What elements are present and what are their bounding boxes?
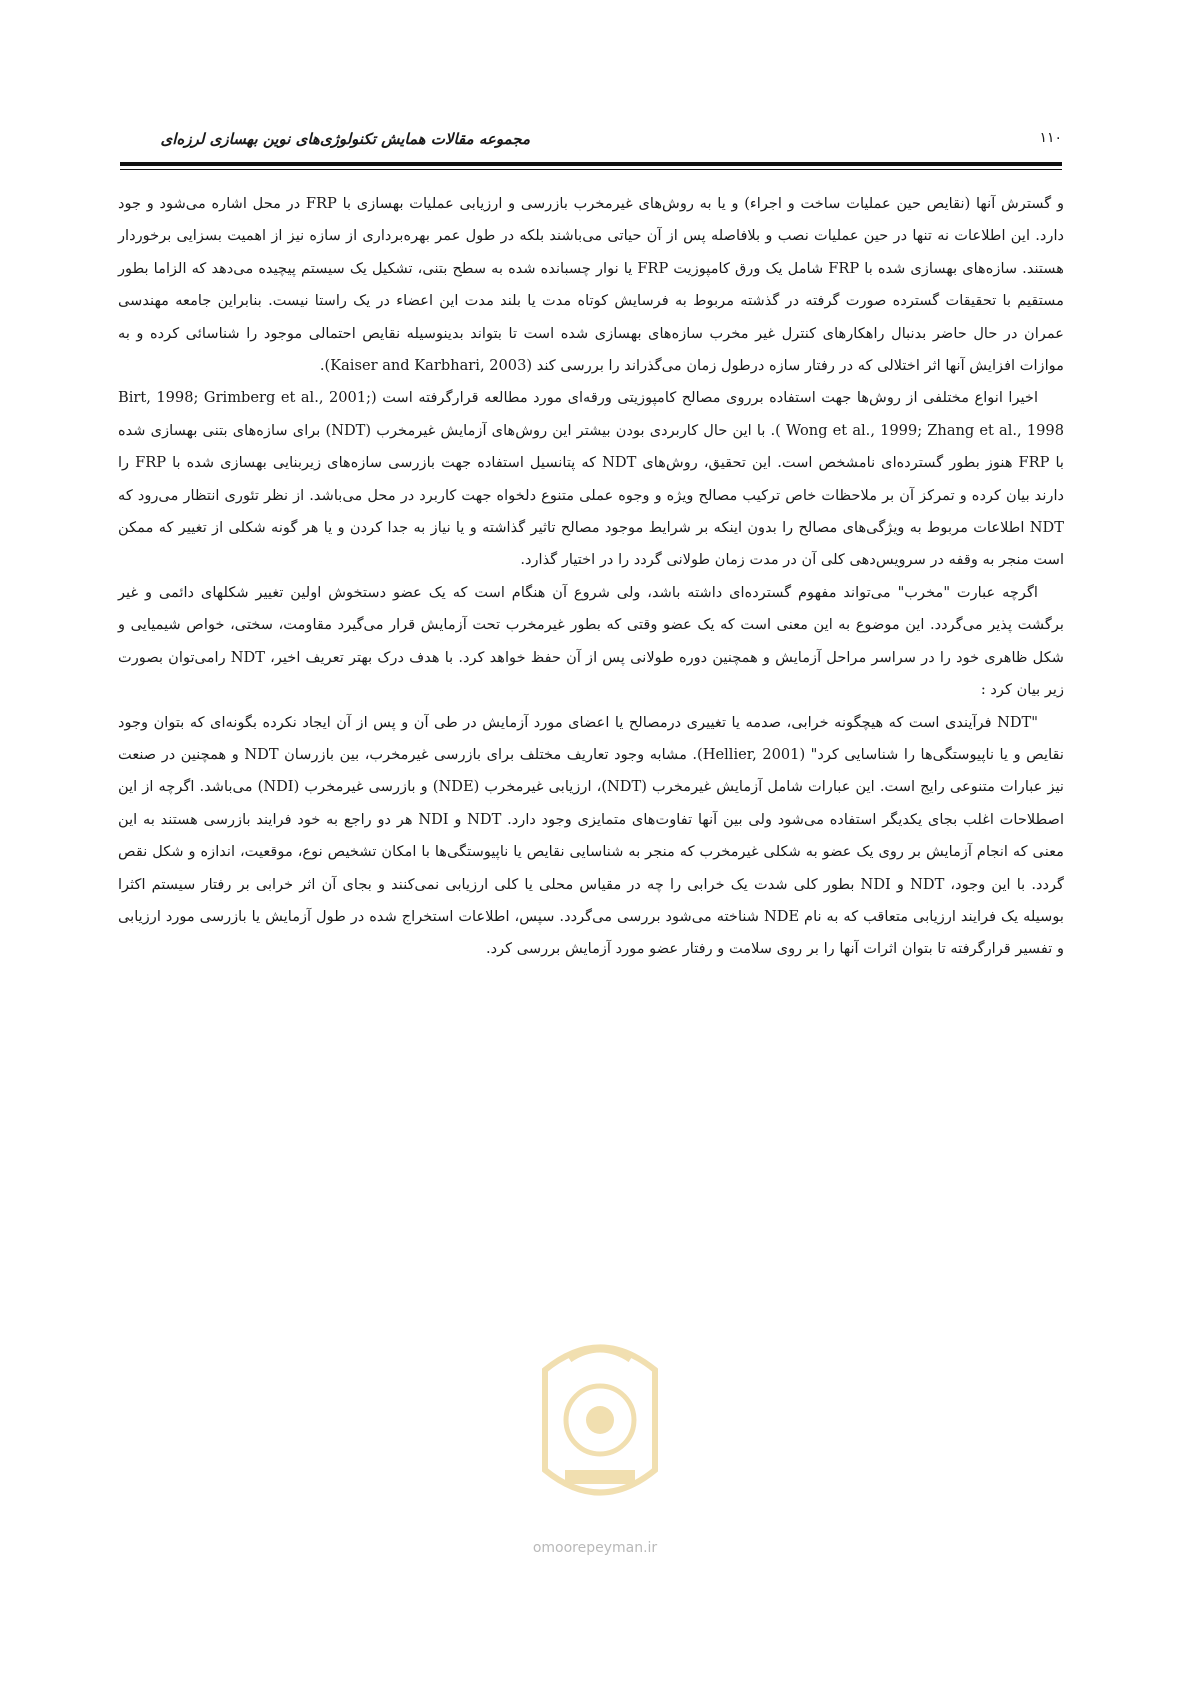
header-rule-thick	[120, 162, 1062, 166]
page-number: ۱۱۰	[1039, 130, 1062, 146]
watermark-caption: omoorepeyman.ir	[532, 1540, 658, 1556]
paragraph-1: و گسترش آنها (نقایص حین عملیات ساخت و اجراء) و یا به روش‌های غیرمخرب بازرسی و ارزیابی عملیات بهسازی با FRP در محل اشاره می‌شود و جود دارد. این اطلاعات نه تنها در حین عملیات نصب و بلافاصله پس از آن حیاتی می‌باشند بلکه در طول عمر بهره‌برداری از سازه نیز از اهمیت بسزایی برخوردار هستند. سازه‌های بهسازی شده با FRP شامل یک ورق کامپوزیت FRP یا نوار چسبانده شده به سطح بتنی، تشکیل یک سیستم پیچیده می‌دهد که الزاما بطور مستقیم با تحقیقات گسترده صورت گرفته در گذشته مربوط به فرسایش کوتاه مدت یا بلند مدت این اعضاء در یک راستا نیست. بنابراین جامعه مهندسی عمران در حال حاضر بدنبال راهکارهای کنترل غیر مخرب سازه‌های بهسازی شده است تا بتواند بدینوسیله نقایص احتمالی موجود را شناسائی کرده و به موازات افزایش آنها اثر اختلالی که در رفتار سازه درطول زمان می‌گذراند را بررسی کند (Kaiser and Karbhari, 2003).	[118, 195, 1065, 375]
paragraph-3: اگرچه عبارت "مخرب" می‌تواند مفهوم گسترده‌ای داشته باشد، ولی شروع آن هنگام است که یک عضو دستخوش اولین تغییر شکلهای دائمی و غیر برگشت پذیر می‌گردد. این موضوع به این معنی است که یک عضو وقتی که بطور غیرمخرب تحت آزمایش قرار می‌گیرد مقاومت، سختی، خواص شیمیایی و شکل ظاهری خود را در سراسر مراحل آزمایش و همچنین دوره طولانی پس از آن حفظ خواهد کرد. با هدف درک بهتر تعریف اخیر، NDT رامی‌توان بصورت زیر بیان کرد :	[118, 583, 1064, 699]
paragraph-2: اخیرا انواع مختلفی از روش‌ها جهت استفاده برروی مصالح کامپوزیتی ورقه‌ای مورد مطالعه قرارگرفته است (Birt, 1998; Grimberg et al., 2001; Wong et al., 1999; Zhang et al., 1998 ). با این حال کاربردی بودن بیشتر این روش‌های آزمایش غیرمخرب (NDT) برای سازه‌های بتنی بهسازی شده با FRP هنوز بطور گسترده‌ای نامشخص است. این تحقیق، روش‌های NDT که پتانسیل استفاده جهت بازرسی سازه‌های زیربنایی بهسازی شده با FRP را دارند بیان کرده و تمرکز آن بر ملاحظات خاص ترکیب مصالح ویژه و وجوه عملی متنوع دلخواه جهت کاربرد در محل می‌باشد. از نظر تئوری انتظار می‌رود که NDT اطلاعات مربوط به ویژگی‌های مصالح را بدون اینکه بر شرایط موجود مصالح تاثیر گذاشته و یا نیاز به جدا کردن و یا هر گونه شکلی از تغییر که ممکن است منجر به وقفه در سرویس‌دهی کلی آن در مدت زمان طولانی گردد را در اختیار گذارد.	[118, 389, 1064, 569]
paragraph-4: "NDT فرآیندی است که هیچگونه خرابی، صدمه یا تغییری درمصالح یا اعضای مورد آزمایش در طی آن و پس از آن ایجاد نکرده بگونه‌ای که بتوان وجود نقایص و یا ناپیوستگی‌ها را شناسایی کرد" (Hellier, 2001). مشابه وجود تعاریف مختلف برای بازرسی غیرمخرب، بین بازرسان NDT و همچنین در صنعت نیز عبارات متنوعی رایج است. این عبارات شامل آزمایش غیرمخرب (NDT)، ارزیابی غیرمخرب (NDE) و بازرسی غیرمخرب (NDI) می‌باشد. اگرچه از این اصطلاحات اغلب بجای یکدیگر استفاده می‌شود ولی بین آنها تفاوت‌های متمایزی وجود دارد. NDT و NDI هر دو راجع به خود فرایند بازرسی هستند به این معنی که انجام آزمایش بر روی یک عضو به شکلی غیرمخرب که منجر به شناسایی نقایص یا ناپیوستگی‌ها با امکان تشخیص نوع، موقعیت، اندازه و شکل نقص گردد. با این وجود، NDT و NDI بطور کلی شدت یک خرابی را چه در مقیاس محلی یا کلی ارزیابی نمی‌کنند و بجای آن اثر خرابی بر رفتار سیستم اکثرا بوسیله یک فرایند ارزیابی متعاقب که به نام NDE شناخته می‌شود بررسی می‌گردد. سپس، اطلاعات استخراج شده در طول آزمایش یا بازرسی مورد ارزیابی و تفسیر قرارگرفته تا بتوان اثرات آنها را بر روی سلامت و رفتار عضو مورد آزمایش بررسی کرد.	[118, 713, 1064, 958]
page-header	[120, 128, 1062, 162]
header-rule-thin	[120, 169, 1062, 170]
seal-logo-icon	[515, 1320, 685, 1520]
running-title: مجموعه مقالات همایش تکنولوژی‌های نوین بهسازی لرزه‌ای	[160, 130, 530, 148]
article-body	[118, 188, 1064, 966]
